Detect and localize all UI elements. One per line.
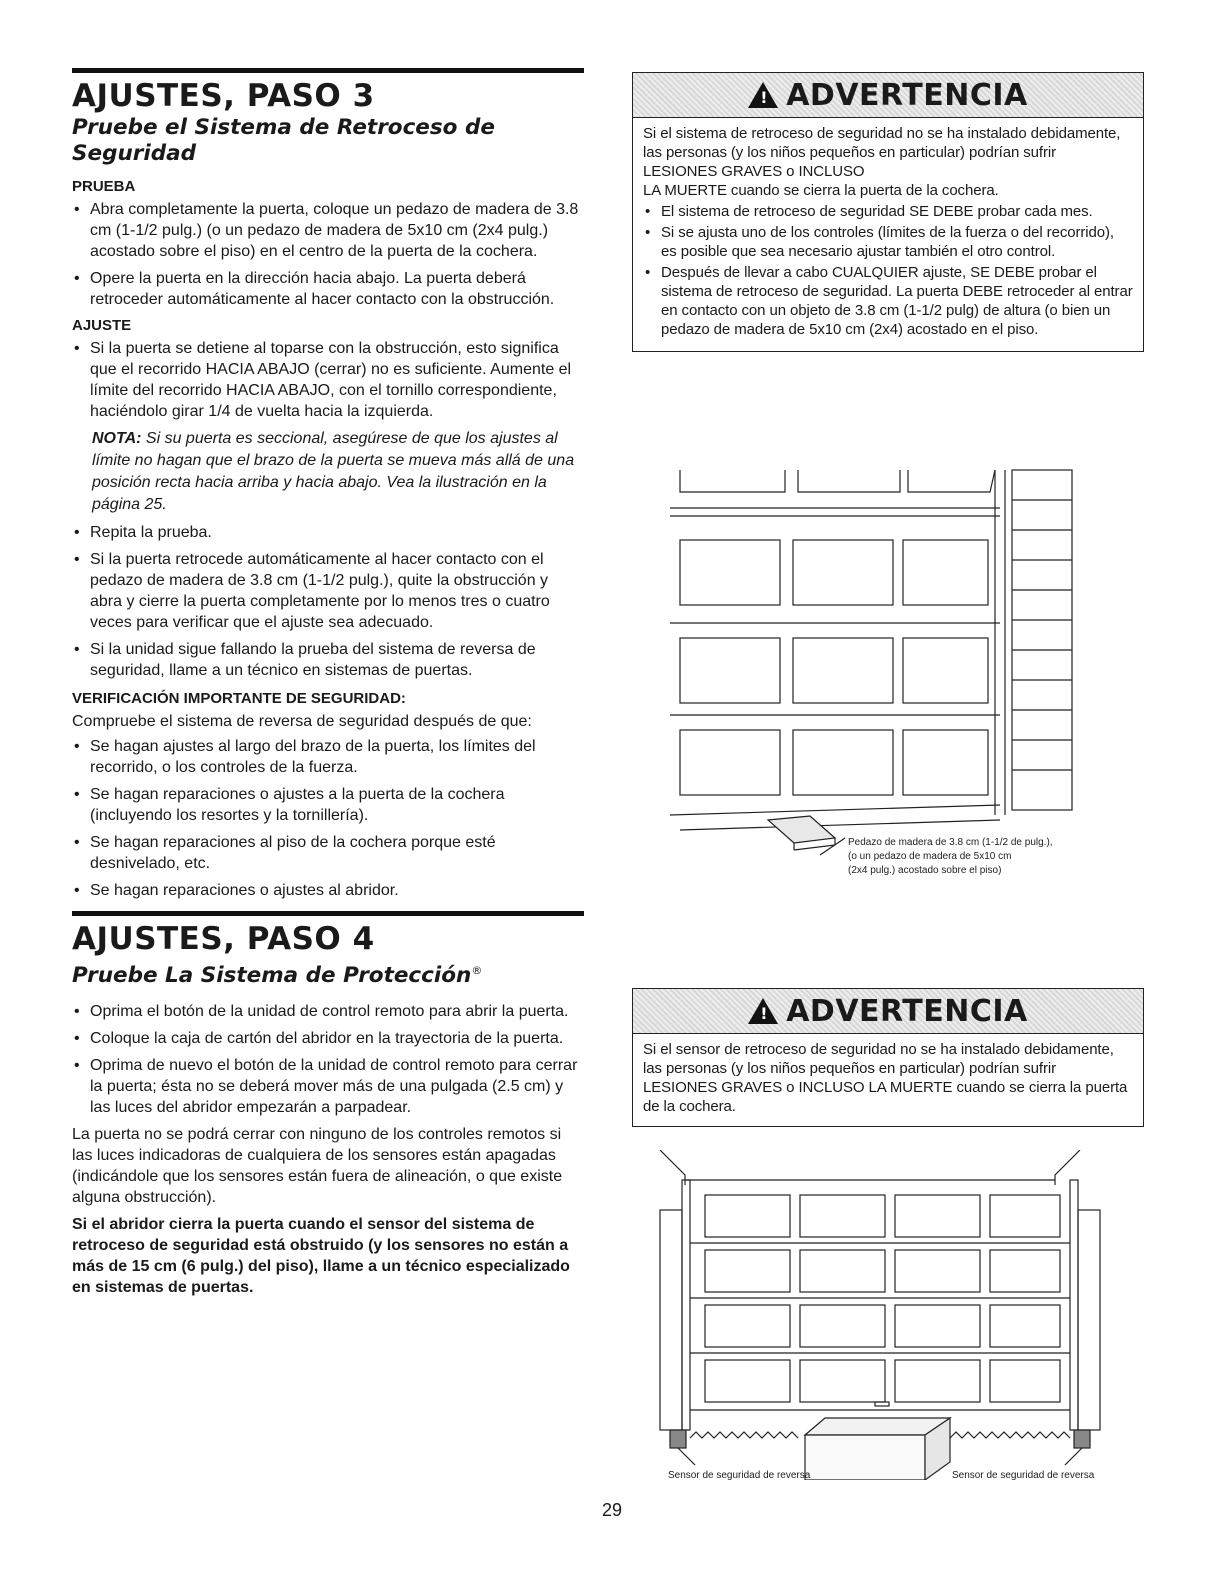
- list-item: • El sistema de retroceso de seguridad SE DEBE probar cada mes.: [643, 202, 1133, 221]
- list-item: • Si la unidad sigue fallando la prueba del sistema de reversa de seguridad, llame a un técnico en sistemas de puertas.: [72, 639, 584, 681]
- step4-title: AJUSTES, PASO 4: [72, 921, 375, 957]
- warning-box-1: [632, 72, 1144, 352]
- step4-list: [72, 1001, 584, 1118]
- ajuste-label: AJUSTE: [72, 317, 132, 334]
- list-item: • Coloque la caja de cartón del abridor en la trayectoria de la puerta.: [72, 1028, 584, 1049]
- section-rule: [72, 68, 584, 73]
- after-list: [72, 522, 584, 681]
- ajuste-list: [72, 338, 584, 422]
- figure-caption: (2x4 pulg.) acostado sobre el piso): [848, 865, 1002, 876]
- warning-box-2: [632, 988, 1144, 1127]
- step4-subtitle-text: Pruebe La Sistema de Protección: [72, 963, 472, 989]
- step3-subtitle: Pruebe el Sistema de Retroceso de Seguridad: [72, 115, 495, 166]
- verif-intro: Compruebe el sistema de reversa de seguridad después de que:: [72, 713, 532, 730]
- list-item: • Abra completamente la puerta, coloque un pedazo de madera de 3.8 cm (1-1/2 pulg.) (o un pedazo de madera de 5x10 cm (2x4 pulg.) acostado sobre el piso) en el centro de la puerta de la cochera.: [72, 199, 584, 262]
- list-item: • Si la puerta se detiene al toparse con la obstrucción, esto significa que el recorrido HACIA ABAJO (cerrar) no es suficiente. Aumente el límite del recorrido HACIA ABAJO, con el tornillo correspondiente, haciéndolo girar 1/4 de vuelta hacia la izquierda.: [72, 338, 584, 422]
- list-item: • Se hagan reparaciones al piso de la cochera porque esté desnivelado, etc.: [72, 832, 584, 874]
- list-item: • Se hagan reparaciones o ajustes a la puerta de la cochera (incluyendo los resortes y la tornillería).: [72, 784, 584, 826]
- list-item: • Oprima el botón de la unidad de control remoto para abrir la puerta.: [72, 1001, 584, 1022]
- page-number: 29: [601, 1500, 623, 1520]
- list-item: • Se hagan reparaciones o ajustes al abridor.: [72, 880, 584, 901]
- warning-title: ADVERTENCIA: [786, 993, 1028, 1029]
- list-item: • Opere la puerta en la dirección hacia abajo. La puerta deberá retroceder automáticamente al hacer contacto con la obstrucción.: [72, 268, 584, 310]
- figure-caption: (o un pedazo de madera de 5x10 cm: [848, 851, 1012, 862]
- step4-subtitle: [72, 958, 584, 989]
- nota-label: NOTA:: [92, 430, 142, 447]
- warning-text: LA MUERTE cuando se cierra la puerta de la cochera.: [643, 182, 999, 199]
- warning-body: [633, 1034, 1143, 1126]
- figure-caption: Pedazo de madera de 3.8 cm (1-1/2 de pulg.),: [848, 837, 1053, 848]
- left-column: [72, 68, 584, 1298]
- prueba-list: [72, 199, 584, 310]
- warning-triangle-icon: [748, 82, 778, 108]
- sensor-caption-right: Sensor de seguridad de reversa: [952, 1470, 1095, 1480]
- warning-text: Si el sensor de retroceso de seguridad no se ha instalado debidamente, las personas (y los niños pequeños en particular) podrían sufrir LESIONES GRAVES o INCLUSO LA MUERTE cuando se cierra la puerta de la cochera.: [643, 1041, 1128, 1115]
- section-rule: [72, 911, 584, 916]
- nota-block: [72, 428, 584, 516]
- list-item: • Se hagan ajustes al largo del brazo de la puerta, los límites del recorrido, o los controles de la fuerza.: [72, 736, 584, 778]
- warning-header: [633, 989, 1143, 1034]
- garage-door-box-illustration: [650, 1150, 1120, 1480]
- list-item: • Repita la prueba.: [72, 522, 584, 543]
- warning-body: [633, 118, 1143, 351]
- warning-header: [633, 73, 1143, 118]
- garage-door-wood-illustration: [660, 460, 1100, 890]
- list-item: • Si se ajusta uno de los controles (límites de la fuerza o del recorrido), es posible que sea necesario ajustar también el otro control.: [643, 223, 1133, 261]
- list-item: • Si la puerta retrocede automáticamente al hacer contacto con el pedazo de madera de 3.8 cm (1-1/2 pulg.), quite la obstrucción y abra y cierre la puerta completamente por lo menos tres o cuatro veces para verificar que el ajuste sea adecuado.: [72, 549, 584, 633]
- step4-bold-paragraph: Si el abridor cierra la puerta cuando el sensor del sistema de retroceso de seguridad está obstruido (y los sensores no están a más de 15 cm (6 pulg.) del piso), llame a un técnico especializado en sistemas de puertas.: [72, 1216, 570, 1297]
- list-item: • Oprima de nuevo el botón de la unidad de control remoto para cerrar la puerta; ésta no se deberá mover más de una pulgada (2.5 cm) y las luces del abridor empezarán a parpadear.: [72, 1055, 584, 1118]
- sensor-caption-left: Sensor de seguridad de reversa: [668, 1470, 811, 1480]
- warning-text: Si el sistema de retroceso de seguridad no se ha instalado debidamente, las personas (y los niños pequeños en particular) podrían sufrir LESIONES GRAVES o INCLUSO: [643, 125, 1121, 180]
- registered-mark: ®: [471, 964, 483, 977]
- verif-label: VERIFICACIÓN IMPORTANTE DE SEGURIDAD:: [72, 690, 406, 707]
- warning-title: ADVERTENCIA: [786, 77, 1028, 113]
- nota-text: Si su puerta es seccional, asegúrese de que los ajustes al límite no hagan que el brazo de la puerta se mueva más allá de una posición recta hacia arriba y hacia abajo. Vea la ilustración en la página 25.: [92, 430, 575, 513]
- verif-list: [72, 736, 584, 901]
- list-item: • Después de llevar a cabo CUALQUIER ajuste, SE DEBE probar el sistema de retroceso de seguridad. La puerta DEBE retroceder al entrar en contacto con un objeto de 3.8 cm (1-1/2 pulg) de altura (o bien un pedazo de madera de 5x10 cm (2x4) acostado en el piso.: [643, 263, 1133, 339]
- warning-triangle-icon: [748, 998, 778, 1024]
- prueba-label: PRUEBA: [72, 178, 136, 195]
- step4-paragraph: La puerta no se podrá cerrar con ninguno de los controles remotos si las luces indicadoras de cualquiera de los sensores están apagadas (indicándole que los sensores están fuera de alineación, o que existe alguna obstrucción).: [72, 1126, 563, 1207]
- warning-list: [643, 202, 1133, 339]
- step3-title: AJUSTES, PASO 3: [72, 78, 375, 114]
